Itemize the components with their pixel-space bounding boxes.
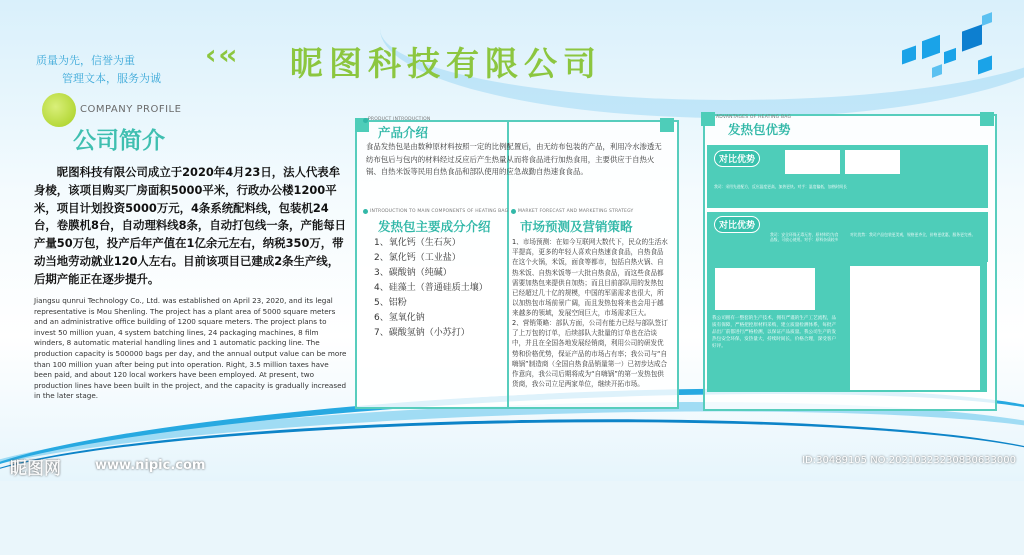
list-item: 4、硅藻土（普通硅质土壤） (374, 283, 488, 293)
nipic-logo: 昵图网 (10, 459, 61, 479)
corner-block (980, 112, 994, 126)
list-item: 7、碳酸氢钠（小苏打） (374, 328, 470, 338)
list-item: 3、碳酸钠（纯碱） (374, 268, 452, 278)
components-heading: 发热包主要成分介绍 (378, 219, 491, 234)
profile-en-text: Jiangsu qunrui Technology Co., Ltd. was established on April 23, 2020, and its legal representative is Mou Shenling. The project has a plant area of 5000 square meters and an administrative office building of 1200 square meters. The project plans to invest 50 million yuan, 4 system batching lines, 24 packaging machines, 8 film winders, 8 automatic material handling lines and 1 automatic packing line. The production capacity is 500000 bags per day, and the annual output value can be more than 100 million yuan after being put into operation. Right, 3.5 million taxes have been paid, and about 120 local workers have been employed. At present, two production lines have been built in the project, and the capacity is gradually increased in the later stage. (34, 296, 347, 401)
bullet-icon (363, 209, 368, 214)
advantage-tag: ADVANTAGES OF HEATING BAG (716, 115, 792, 120)
product-image-placeholder (845, 150, 900, 174)
slogan-1: 质量为先，信誉为重 (36, 54, 135, 67)
product-image-placeholder (850, 266, 980, 390)
slogan-2: 管理文本，服务为诚 (62, 72, 161, 85)
product-image-placeholder (785, 150, 840, 174)
advantage-heading: 发热包优势 (728, 122, 791, 137)
comparison-badge: 对比优势 (714, 150, 760, 167)
market-text-2: 2、营销策略：部队方面，公司有能力已经与部队签订了上万包的订单，后续部队大批量的订单也在洽谈中，并且在全国各地发展经销商，利用公司的研发优势和价格优势，保证产品的市场占有率；我公司与“自嗨锅”制造商（全国自热食品销量第一）已初步达成合作意向，我公司后期将成为“自嗨锅”的第一发热包供货商，我公司立足两家单位，继续开拓市场。 (512, 319, 668, 389)
product-text: 食品发热包是由数种原材料按照一定的比例配置后，由无纺布包装的产品，利用冷水渗透无纺布包后与包内的材料经过反应后产生热量从而将食品进行加热食用，主要供应于自热火锅、自热米饭等民用自热食品和部队使用的应急战勤自热速食食品。 (366, 142, 662, 177)
advantage-text: 我公司拥有一整套的生产技术，拥有严谨的生产工艺流程，品质有保障，严格把控原材料采购，建立质量检测体系，每批产品出厂前都进行严格检测，以保证产品质量。我公司生产的发热包安全环保，发热量大，持续时间长，价格合理，深受客户好评。 (712, 316, 837, 349)
product-tag: PRODUCT INTRODUCTION (368, 117, 431, 122)
list-item: 1、氧化钙（生石灰） (374, 238, 461, 248)
list-item: 6、氢氧化钠 (374, 313, 425, 323)
product-heading: 产品介绍 (378, 125, 429, 140)
corner-block (701, 112, 715, 126)
comparison-badge: 对比优势 (714, 216, 760, 233)
chevron-left-icon: ‹ ‹‹ (205, 38, 234, 71)
profile-cn-text: 昵图科技有限公司成立于2020年4月23日，法人代表牟身棱，该项目购买厂房面积5000平米，行政办公楼1200平米，项目计划投资5000万元，4条系统配料线，包装机24台，卷膜机8台，自动理料线8条，自动打包线一条，产能每日产量50万包，投产后年产值在1亿余元左右，纳税350万，带动当地劳动就业120人左右。目前该项目已建成2条生产线，后期产能正在逐步提升。 (34, 165, 347, 286)
company-title: 昵图科技有限公司 (290, 44, 602, 83)
corner-block (660, 118, 674, 132)
3d-cubes-decoration (882, 8, 1002, 88)
bullet-icon (511, 209, 516, 214)
company-profile-tag: COMPANY PROFILE (80, 104, 182, 115)
market-tag: MARKET FORECAST AND MARKETING STRATEGY (518, 209, 634, 214)
image-id-watermark: ID:30489105 NO:20210323230830633000 (802, 455, 1016, 466)
market-heading: 市场预测及营销策略 (520, 219, 633, 234)
market-text-1: 1、市场预测：在如今互联网大数代下，民众的生活水平提高，更多的年轻人喜欢自热速食食品，自热食品在这个火锅，米饭，面食等都市，包括自热火锅、自热米饭、自热米饭等一大批自热食品，而这些食品都需要加热包来提供自加热；而且目前部队用的发热包已经超过几十亿的规模，中国的军需需求也很大，所以加热包市场前景广阔，而且发热包将来也会用于越来越多的领域，发展空间巨大，市场需求巨大。 (512, 238, 668, 318)
green-circle-icon (42, 93, 76, 127)
list-item: 5、铝粉 (374, 298, 407, 308)
bullet-icon (363, 118, 368, 123)
profile-heading: 公司简介 (73, 128, 165, 154)
comparison-text-1: 我司：采用先进配方，反应温度更高，加热更快。对手：温度偏低，加热时间长 (714, 184, 847, 189)
list-item: 2、氯化钙（工业盐） (374, 253, 461, 263)
comparison-text-2: 我司：安全环保无毒无害，原材料均为食品级，可放心使用。对手：原料杂质较多 (770, 232, 839, 243)
nipic-url: www.nipic.com (95, 458, 206, 473)
product-image-placeholder (715, 268, 815, 310)
components-tag: INTRODUCTION TO MAIN COMPONENTS OF HEATING BAG (370, 209, 509, 214)
components-list (374, 236, 488, 341)
comparison-text-3: 对比优势：我司产品包装更美观，规格更齐全，价格更优惠，服务更完善。 (850, 232, 976, 237)
